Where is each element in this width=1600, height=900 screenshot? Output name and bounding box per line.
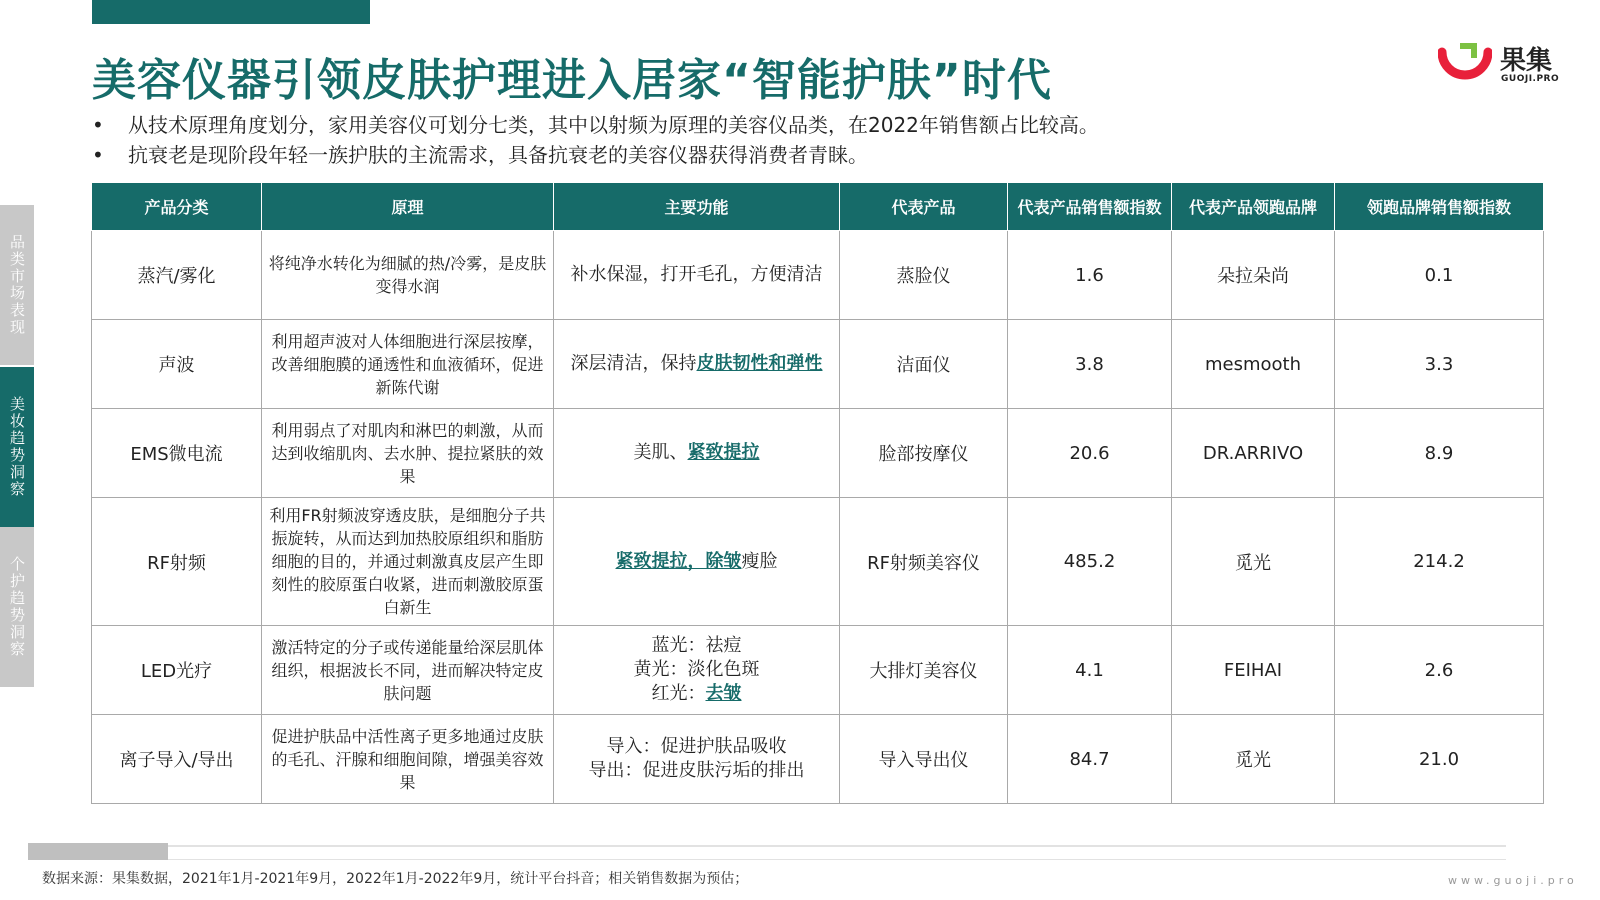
cell-brand-index: 8.9: [1335, 409, 1544, 498]
cell-brand-index: 3.3: [1335, 320, 1544, 409]
header-category: 产品分类: [92, 183, 262, 231]
header-brand-index: 领跑品牌销售额指数: [1335, 183, 1544, 231]
cell-principle: 利用弱点了对肌肉和淋巴的刺激，从而达到收缩肌肉、去水肿、提拉紧肤的效果: [262, 409, 554, 498]
bullet-item: • 从技术原理角度划分，家用美容仪可划分七类，其中以射频为原理的美容仪品类，在2022年销售额占比较高。: [92, 113, 1099, 137]
logo-text-en: GUOJI.PRO: [1501, 74, 1560, 84]
function-highlight[interactable]: 紧致提拉: [687, 442, 760, 463]
table-row: [92, 626, 1544, 715]
cell-category: RF射频: [92, 498, 262, 626]
cell-principle: 将纯净水转化为细腻的热/冷雾，是皮肤变得水润: [262, 231, 554, 320]
table-row: [92, 320, 1544, 409]
cell-product: 脸部按摩仪: [840, 409, 1008, 498]
cell-product-index: 1.6: [1008, 231, 1172, 320]
cell-function: 导入：促进护肤品吸收 导出：促进皮肤污垢的排出: [554, 715, 840, 804]
page-title: 美容仪器引领皮肤护理进入居家“智能护肤”时代: [92, 55, 1052, 106]
cell-category: LED光疗: [92, 626, 262, 715]
cell-product: 大排灯美容仪: [840, 626, 1008, 715]
cell-principle: 激活特定的分子或传递能量给深层肌体组织，根据波长不同，进而解决特定皮肤问题: [262, 626, 554, 715]
side-tab-personal-care-trends[interactable]: 个护趋势洞察: [0, 527, 34, 687]
function-highlight[interactable]: 紧致提拉，除皱: [615, 550, 742, 572]
cell-brand: 朵拉朵尚: [1172, 231, 1335, 320]
header-principle: 原理: [262, 183, 554, 231]
cell-product: 蒸脸仪: [840, 231, 1008, 320]
cell-product: 导入导出仪: [840, 715, 1008, 804]
bullet-item: • 抗衰老是现阶段年轻一族护肤的主流需求，具备抗衰老的美容仪器获得消费者青睐。: [92, 143, 868, 167]
cell-product: 洁面仪: [840, 320, 1008, 409]
cell-product-index: 3.8: [1008, 320, 1172, 409]
table-row: [92, 231, 1544, 320]
cell-brand: mesmooth: [1172, 320, 1335, 409]
table-header-row: [92, 183, 1544, 231]
cell-category: 离子导入/导出: [92, 715, 262, 804]
cell-principle: 促进护肤品中活性离子更多地通过皮肤的毛孔、汗腺和细胞间隙，增强美容效果: [262, 715, 554, 804]
cell-principle: 利用FR射频波穿透皮肤，是细胞分子共振旋转，从而达到加热胶原组织和脂肪细胞的目的，并通过刺激真皮层产生即刻性的胶原蛋白收紧，进而刺激胶原蛋白新生: [262, 498, 554, 626]
top-accent-bar: [92, 0, 370, 24]
side-tab-category-market[interactable]: 品类市场表现: [0, 205, 34, 365]
function-highlight[interactable]: 皮肤韧性和弹性: [696, 353, 823, 374]
summary-bullets: [88, 110, 1099, 170]
table-row: [92, 715, 1544, 804]
cell-function: 深层清洁，保持皮肤韧性和弹性: [554, 320, 840, 409]
cell-category: 蒸汽/雾化: [92, 231, 262, 320]
cell-brand: 觅光: [1172, 498, 1335, 626]
cell-function: 蓝光：祛痘 黄光：淡化色斑 红光：去皱: [554, 626, 840, 715]
guoji-logo: [1438, 40, 1568, 90]
cell-brand: 觅光: [1172, 715, 1335, 804]
footer-progress-thumb: [28, 843, 168, 860]
header-function: 主要功能: [554, 183, 840, 231]
table-row: [92, 409, 1544, 498]
cell-product-index: 485.2: [1008, 498, 1172, 626]
website-url: www.guoji.pro: [1448, 874, 1578, 887]
cell-category: 声波: [92, 320, 262, 409]
function-highlight[interactable]: 去皱: [705, 683, 742, 704]
cell-brand: DR.ARRIVO: [1172, 409, 1335, 498]
side-tab-beauty-trends[interactable]: 美妆趋势洞察: [0, 367, 34, 527]
beauty-device-table: [91, 182, 1544, 804]
logo-text-cn: 果集: [1500, 46, 1553, 76]
data-source-note: 数据来源：果集数据，2021年1月-2021年9月，2022年1月-2022年9月，统计平台抖音；相关销售数据为预估；: [42, 871, 749, 887]
cell-brand: FEIHAI: [1172, 626, 1335, 715]
cell-brand-index: 21.0: [1335, 715, 1544, 804]
header-brand: 代表产品领跑品牌: [1172, 183, 1335, 231]
cell-function: 紧致提拉，除皱瘦脸: [554, 498, 840, 626]
cell-brand-index: 2.6: [1335, 626, 1544, 715]
guoji-logo-icon: [1438, 42, 1492, 86]
footer-divider: [28, 845, 1506, 847]
cell-principle: 利用超声波对人体细胞进行深层按摩，改善细胞膜的通透性和血液循环，促进新陈代谢: [262, 320, 554, 409]
cell-brand-index: 214.2: [1335, 498, 1544, 626]
header-product: 代表产品: [840, 183, 1008, 231]
cell-product-index: 84.7: [1008, 715, 1172, 804]
side-nav: [0, 205, 34, 687]
header-product-index: 代表产品销售额指数: [1008, 183, 1172, 231]
cell-category: EMS微电流: [92, 409, 262, 498]
cell-product: RF射频美容仪: [840, 498, 1008, 626]
cell-function: 美肌、紧致提拉: [554, 409, 840, 498]
cell-product-index: 20.6: [1008, 409, 1172, 498]
cell-product-index: 4.1: [1008, 626, 1172, 715]
cell-function: 补水保湿，打开毛孔，方便清洁: [554, 231, 840, 320]
table-row: [92, 498, 1544, 626]
footer-rule: [168, 859, 1506, 860]
cell-brand-index: 0.1: [1335, 231, 1544, 320]
